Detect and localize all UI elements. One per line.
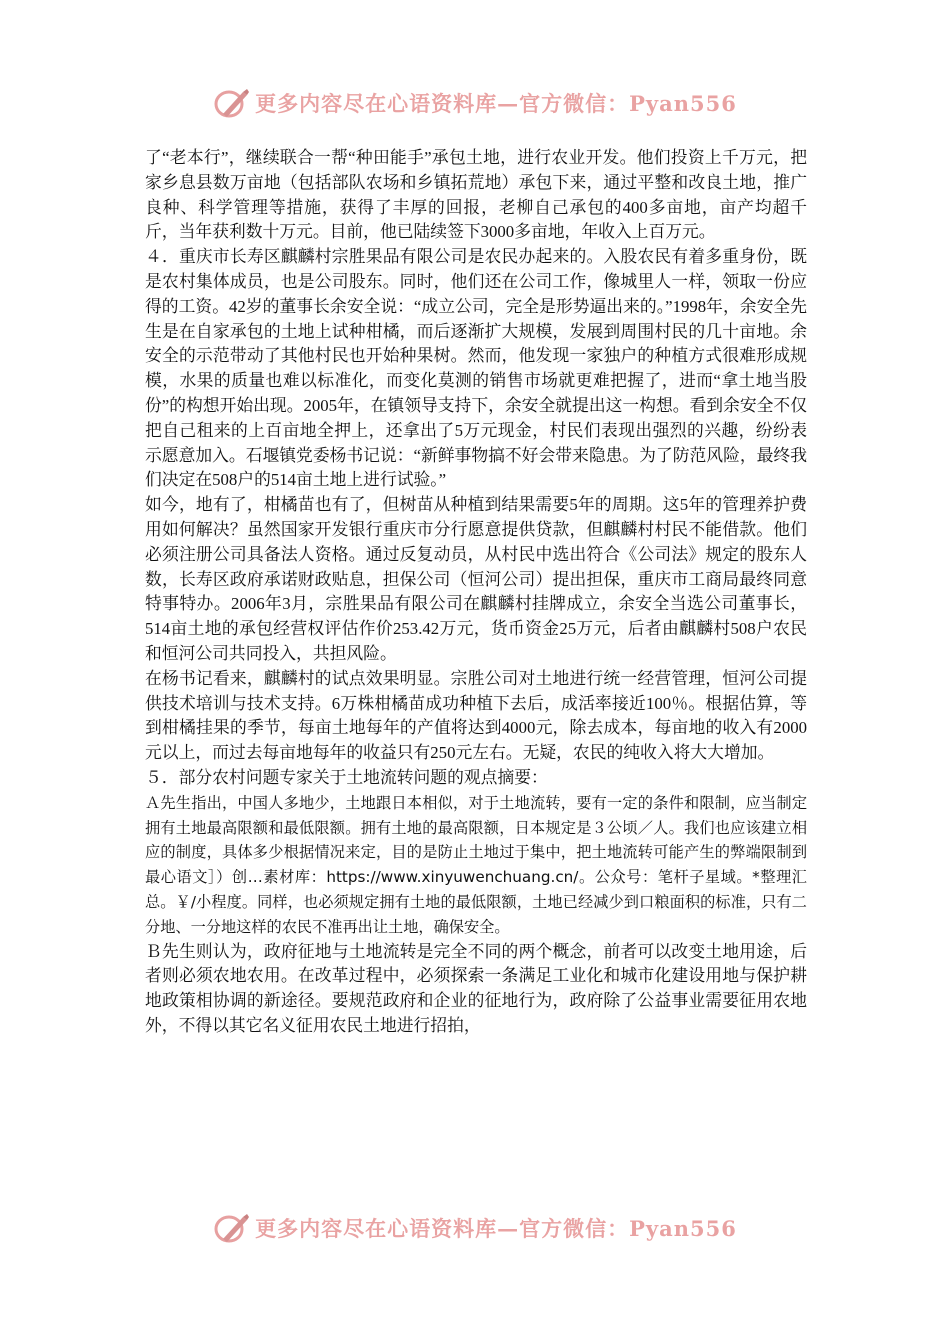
- pen-logo-icon: [213, 1211, 251, 1245]
- footer-banner-text: 更多内容尽在心语资料库—官方微信：Pyan556: [255, 1216, 737, 1241]
- pen-logo-icon: [213, 86, 251, 120]
- paragraph-3: 如今，地有了，柑橘苗也有了，但树苗从种植到结果需要5年的周期。这5年的管理养护费用如何解决？虽然国家开发银行重庆市分行愿意提供贷款，但麒麟村村民不能借款。他们必须注册公司具备法人资格。通过反复动员，从村民中选出符合《公司法》规定的股东人数，长寿区政府承诺财政贴息，担保公司（恒河公司）提出担保，重庆市工商局最终同意特事特办。2006年3月，宗胜果品有限公司在麒麟村挂牌成立，余安全当选公司董事长，514亩土地的承包经营权评估作价253.42万元，货币资金25万元，后者由麒麟村508户农民和恒河公司共同投入，共担风险。: [145, 495, 807, 663]
- article-body: [145, 146, 807, 1039]
- paragraph-5: ５．部分农村问题专家关于土地流转问题的观点摘要：: [145, 767, 548, 787]
- paragraph-2: ４．重庆市长寿区麒麟村宗胜果品有限公司是农民办起来的。入股农民有着多重身份，既是农村集体成员，也是公司股东。同时，他们还在公司工作，像城里人一样，领取一份应得的工资。42岁的董事长余安全说：“成立公司，完全是形势逼出来的。”1998年，余安全先生是在自家承包的土地上试种柑橘，而后逐渐扩大规模，发展到周围村民的几十亩地。余安全的示范带动了其他村民也开始种果树。然而，他发现一家独户的种植方式很难形成规模，水果的质量也难以标准化，而变化莫测的销售市场就更难把握了，进而“拿土地当股份”的构想开始出现。2005年，在镇领导支持下，余安全就提出这一构想。看到余安全不仅把自己租来的上百亩地全押上，还拿出了5万元现金，村民们表现出强烈的兴趣，纷纷表示愿意加入。石堰镇党委杨书记说：“新鲜事物搞不好会带来隐患。为了防范风险，最终我们决定在508户的514亩土地上进行试验。”: [145, 247, 807, 490]
- paragraph-6: Ａ先生指出，中国人多地少，土地跟日本相似，对于土地流转，要有一定的条件和限制，应当制定拥有土地最高限额和最低限额。拥有土地的最高限额，日本规定是３公顷／人。我们也应该建立相应的制度，具体多少根据情况来定，目的是防止土地过于集中，把土地流转可能产生的弊端限制到最心语文］）创…素材库：https://www.xinyuwenchuang.cn/。公众号：笔杆子星域。*整理汇总。￥/小程度。同样，也必须规定拥有土地的最低限额，土地已经减少到口粮面积的标准，只有二分地、一分地这样的农民不准再出让土地，确保安全。: [145, 793, 807, 936]
- header-banner-text: 更多内容尽在心语资料库—官方微信：Pyan556: [255, 91, 737, 116]
- paragraph-1: 了“老本行”，继续联合一帮“种田能手”承包土地，进行农业开发。他们投资上千万元，把家乡息县数万亩地（包括部队农场和乡镇拓荒地）承包下来，通过平整和改良土地，推广良种、科学管理等措施，获得了丰厚的回报，老柳自己承包的400多亩地，亩产均超千斤，当年获利数十万元。目前，他已陆续签下3000多亩地，年收入上百万元。: [145, 148, 807, 242]
- footer-banner: [0, 1208, 950, 1248]
- header-banner: [0, 83, 950, 123]
- paragraph-4: 在杨书记看来，麒麟村的试点效果明显。宗胜公司对土地进行统一经营管理，恒河公司提供技术培训与技术支持。6万株柑橘苗成功种植下去后，成活率接近100％。根据估算，等到柑橘挂果的季节，每亩土地每年的产值将达到4000元，除去成本，每亩地的收入有2000元以上，而过去每亩地每年的收益只有250元左右。无疑，农民的纯收入将大大增加。: [145, 668, 807, 763]
- paragraph-7: Ｂ先生则认为，政府征地与土地流转是完全不同的两个概念，前者可以改变土地用途，后者则必须农地农用。在改革过程中，必须探索一条满足工业化和城市化建设用地与保护耕地政策相协调的新途径。要规范政府和企业的征地行为，政府除了公益事业需要征用农地外，不得以其它名义征用农民土地进行招拍，: [145, 941, 807, 1035]
